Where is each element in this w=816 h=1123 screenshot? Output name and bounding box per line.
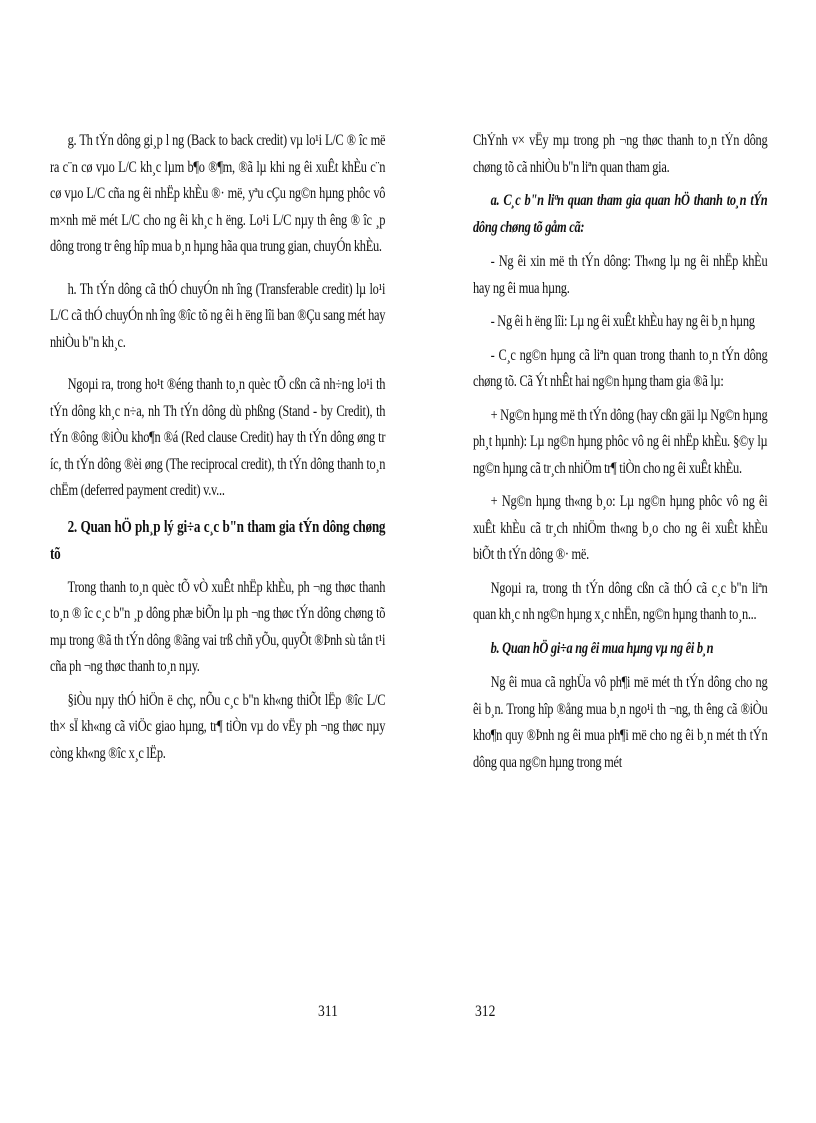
paragraph-applicant: - Ng êi xin më th tÝn dông: Th«ng lµ ng êi nhËp khÈu hay ng êi mua hµng. (473, 253, 768, 297)
left-column (50, 128, 385, 774)
subheading-parties: a. C¸c b"n liªn quan tham gia quan hÖ thanh to¸n tÝn dông chøng tõ gåm cã: (473, 192, 768, 236)
paragraph-banks: - C¸c ng©n hµng cã liªn quan trong thanh to¸n tÝn dông chøng tõ. Cã Ýt nhÊt hai ng©n hµng tham gia ®ã lµ: (473, 346, 768, 390)
right-column (473, 128, 767, 783)
page-number-right: 312 (475, 1003, 496, 1020)
paragraph-international-payment: Trong thanh to¸n quèc tÕ vÒ xuÊt nhËp khÈu, ph ¬ng thøc thanh to¸n ® îc c¸c b"n ¸p dông phæ biÕn lµ ph ¬ng thøc tÝn dông chøng tõ mµ trong ®ã th tÝn dông ®ãng vai trß chñ yÕu, quyÕt ®Þnh sù tån t¹i cña ph ¬ng thøc thanh to¸n nµy. (50, 578, 386, 675)
paragraph-transferable-credit: h. Th tÝn dông cã thÓ chuyÓn nh îng (Transferable credit) lµ lo¹i L/C cã thÓ chuyÓn nh îng ®îc tõ ng êi h ëng lîi ban ®Çu sang mét hay nhiÒu b"n kh¸c. (50, 280, 386, 351)
subheading-buyer-seller: b. Quan hÖ gi÷a ng êi mua hµng vµ ng êi b¸n (490, 639, 714, 657)
paragraph-back-to-back-credit: g. Th tÝn dông gi¸p l ng (Back to back credit) vµ lo¹i L/C ® îc më ra c¨n cø vµo L/C kh¸c lµm b¶o ®¶m, ®ã lµ khi ng êi xuÊt khÈu c¨n cø vµo L/C cña ng êi nhËp khÈu ®· më, yªu cÇu ng©n hµng phôc vô m×nh më mét L/C cho ng êi kh¸c h ëng. Lo¹i L/C nµy th êng ® îc ¸p dông trong tr êng hîp mua b¸n hµng hãa qua trung gian, chuyÓn khÈu. (50, 132, 386, 255)
paragraph-lc-establishment: §iÒu nµy thÓ hiÖn ë chç, nÕu c¸c b"n kh«ng thiÕt lËp ®îc L/C th× sÏ kh«ng cã viÖc giao hµng, tr¶ tiÒn vµ do vËy ph ¬ng thøc nµy còng kh«ng ®îc x¸c lËp. (50, 691, 386, 762)
paragraph-issuing-bank: + Ng©n hµng më th tÝn dông (hay cßn gäi lµ Ng©n hµng ph¸t hµnh): Lµ ng©n hµng phôc vô ng êi nhËp khÈu. §©y lµ ng©n hµng cã tr¸ch nhiÖm tr¶ tiÒn cho ng êi xuÊt khÈu. (473, 406, 768, 477)
paragraph-buyer-obligation: Ng êi mua cã nghÜa vô ph¶i më mét th tÝn dông cho ng êi b¸n. Trong hîp ®ång mua b¸n ngo¹i th ¬ng, th êng cã ®iÒu kho¶n quy ®Þnh ng êi mua ph¶i më cho ng êi b¸n mét th tÝn dông qua ng©n hµng trong mét (473, 674, 768, 771)
page-number-left: 311 (318, 1003, 338, 1020)
paragraph-advising-bank: + Ng©n hµng th«ng b¸o: Lµ ng©n hµng phôc vô ng êi xuÊt khÈu cã tr¸ch nhiÖm th«ng b¸o cho ng êi xuÊt khÈu biÕt th tÝn dông ®· më. (473, 493, 768, 563)
paragraph-parties-intro: ChÝnh v× vËy mµ trong ph ¬ng thøc thanh to¸n tÝn dông chøng tõ cã nhiÒu b"n liªn quan tham gia. (473, 132, 768, 176)
paragraph-other-banks: Ngoµi ra, trong th tÝn dông cßn cã thÓ cã c¸c b"n liªn quan kh¸c nh ng©n hµng x¸c nhËn, ng©n hµng thanh to¸n... (473, 579, 768, 623)
section-heading-legal-relations: 2. Quan hÖ ph¸p lý gi÷a c¸c b"n tham gia tÝn dông chøng tõ (50, 516, 386, 563)
paragraph-other-credits: Ngoµi ra, trong ho¹t ®éng thanh to¸n quèc tÕ cßn cã nh÷ng lo¹i th tÝn dông kh¸c n÷a, nh Th tÝn dông dù phßng (Stand - by Credit), th tÝn ®ông ®iÒu kho¶n ®á (Red clause Credit) hay th tÝn dông øng tr íc, th tÝn dông ®èi øng (The reciprocal credit), th tÝn dông thanh to¸n chËm (deferred payment credit) v.v... (50, 376, 386, 499)
paragraph-beneficiary: - Ng êi h ëng lîi: Lµ ng êi xuÊt khÈu hay ng êi b¸n hµng (490, 313, 755, 330)
